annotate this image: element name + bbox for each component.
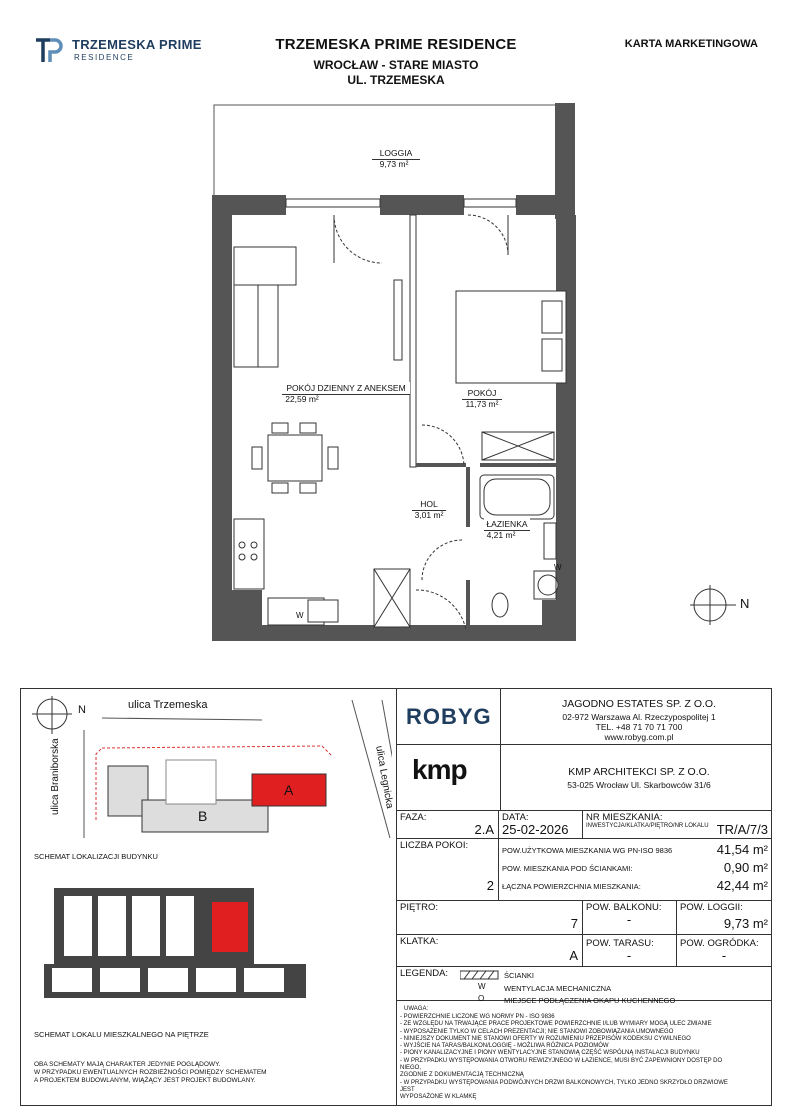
wall-hatch-icon — [460, 970, 500, 980]
site-compass-north: N — [78, 704, 86, 716]
building-a-label: A — [284, 782, 294, 798]
card-type-label: KARTA MARKETINGOWA — [624, 38, 758, 50]
disclaimer-3: A PROJEKTEM BUDOWLANYM, WIĄŻĄCY JEST PROJEKT BUDOWLANY. — [34, 1077, 256, 1084]
room-bathroom-label: ŁAZIENKA — [484, 518, 530, 531]
rooms-value: 2 — [486, 878, 494, 893]
staircase-label: KLATKA: — [400, 936, 439, 947]
phase-value: 2.A — [474, 822, 494, 837]
disclaimer-2: W PRZYPADKU EWENTUALNYCH ROZBIEŻNOŚCI POMIĘDZY SCHEMATEM — [34, 1069, 267, 1076]
balcony-value: - — [626, 912, 632, 927]
room-loggia-label: LOGGIA — [372, 147, 420, 160]
architect-name: KMP ARCHITEKCI SP. Z O.O. — [568, 766, 710, 778]
building-b-label: B — [198, 808, 208, 824]
rooms-label: LICZBA POKOI: — [400, 840, 469, 851]
page-subtitle-city: WROCŁAW - STARE MIASTO — [313, 58, 479, 72]
legend-vent: WENTYLACJA MECHANICZNA — [504, 984, 612, 993]
note-item: - WYJŚCIE NA TARAS/BALKON/LOGGIĘ - MOŻLIWA RÓŻNICA POZIOMÓW — [400, 1043, 609, 1050]
terrace-label: POW. TARASU: — [586, 938, 654, 949]
kitchen-vent-mark: W — [296, 611, 304, 620]
floor-plan — [150, 95, 590, 655]
legend-hood: MIEJSCE PODŁĄCZENIA OKAPU KUCHENNEGO — [504, 996, 676, 1005]
street-braniborska: ulica Braniborska — [50, 738, 61, 815]
brand-subtitle: RESIDENCE — [74, 53, 135, 62]
unit-sublabel: INWESTYCJA/KLATKA/PIĘTRO/NR LOKALU — [586, 823, 709, 829]
note-item: ZGODNIE Z DOKUMENTACJĄ TECHNICZNĄ — [400, 1072, 524, 1079]
room-living-area: 22,59 m² — [285, 394, 319, 404]
compass-icon — [688, 580, 748, 630]
architect-address: 53-025 Wrocław Ul. Skarbowców 31/6 — [567, 780, 711, 790]
info-table — [396, 688, 772, 1106]
bath-vent-mark: W — [554, 563, 562, 572]
room-hall-area: 3,01 m² — [414, 510, 444, 520]
total-area-label: ŁĄCZNA POWIERZCHNIA MIESZKANIA: — [502, 882, 641, 891]
note-item: - POWIERZCHNIE LICZONE WG NORMY PN - ISO 9836 — [400, 1014, 555, 1020]
note-item: - W PRZYPADKU WYSTĘPOWANIA PODWÓJNYCH DRZWI BALKONOWYCH, TYLKO JEDNO SKRZYDŁO DRZWIOWE JEST — [400, 1079, 728, 1093]
note-item: - PIONY KANALIZACYJNE I PIONY WENTYLACYJNE STANOWIĄ CZĘŚĆ WSPÓLNĄ INSTALACJI BUDYNKU — [400, 1050, 700, 1057]
caption-floor: SCHEMAT LOKALU MIESZKALNEGO NA PIĘTRZE — [34, 1030, 209, 1039]
unit-value: TR/A/7/3 — [716, 822, 768, 837]
legend-hood-mark: O — [478, 994, 485, 1003]
phase-label: FAZA: — [400, 812, 427, 823]
compass-north-label: N — [740, 596, 750, 611]
loggia-label: POW. LOGGII: — [680, 902, 743, 913]
floor-value: 7 — [570, 916, 578, 931]
note-item: - ZE WZGLĘDU NA TRWAJĄCE PRACE PROJEKTOWE POWIERZCHNIE I/LUB WYMIARY MOGĄ ULEC ZMIANIE — [400, 1021, 712, 1028]
page-subtitle-street: UL. TRZEMESKA — [347, 73, 445, 87]
legend-walls: ŚCIANKI — [504, 971, 535, 980]
terrace-value: - — [626, 948, 632, 963]
site-location-map — [22, 690, 396, 840]
notes-title: UWAGA: — [404, 1006, 429, 1012]
floor-schematic — [44, 888, 306, 1006]
balcony-label: POW. BALKONU: — [586, 902, 662, 913]
garden-label: POW. OGRÓDKA: — [680, 938, 759, 949]
note-item: - NINIEJSZY DOKUMENT NIE STANOWI OFERTY W ROZUMIENIU PRZEPISÓW KODEKSU CYWILNEGO — [400, 1035, 691, 1042]
note-item: - WYPOSAŻENIE TYLKO W CELACH PREZENTACJI; NIE STANOWI ZOBOWIĄZANIA UMOWNEGO — [400, 1028, 674, 1035]
date-value: 25-02-2026 — [502, 822, 569, 837]
caption-location: SCHEMAT LOKALIZACJI BUDYNKU — [34, 852, 158, 861]
usable-area-value: 41,54 m² — [716, 842, 768, 857]
usable-area-label: POW.UŻYTKOWA MIESZKANIA WG PN-ISO 9836 — [502, 846, 673, 855]
loggia-value: 9,73 m² — [723, 916, 768, 931]
disclaimer-1: OBA SCHEMATY MAJĄ CHARAKTER JEDYNIE POGLĄDOWY. — [34, 1061, 221, 1068]
developer-address: 02-972 Warszawa Al. Rzeczypospolitej 1 — [562, 712, 716, 722]
developer-web: www.robyg.com.pl — [604, 732, 674, 742]
total-area-value: 42,44 m² — [716, 878, 768, 893]
under-walls-value: 0,90 m² — [723, 860, 768, 875]
legend-vent-mark: W — [478, 982, 486, 991]
architect-logo: kmp — [412, 754, 467, 785]
room-hall-label: HOL — [412, 498, 446, 511]
floor-label: PIĘTRO: — [400, 902, 439, 913]
note-item: - W PRZYPADKU WYSTĘPOWANIA OTWORU REWIZYJNEGO W ŁAZIENCE, MUSI BYĆ ZAPEWNIONY DOSTĘP DO NIEGO, — [400, 1057, 723, 1072]
room-loggia-area: 9,73 m² — [379, 159, 409, 169]
notes-list — [400, 1014, 740, 1102]
room-bedroom-area: 11,73 m² — [465, 399, 499, 409]
note-item: WYPOSAŻONE W KLAMKĘ — [400, 1094, 477, 1101]
under-walls-label: POW. MIESZKANIA POD ŚCIANKAMI: — [502, 864, 633, 873]
legend-title: LEGENDA: — [400, 968, 449, 979]
street-legnicka: ulica Legnicka — [373, 745, 396, 810]
floor-plan-drawing — [150, 95, 590, 655]
developer-logo: ROBYG — [406, 704, 492, 729]
garden-value: - — [721, 948, 727, 963]
developer-phone: TEL. +48 71 70 71 700 — [595, 722, 683, 732]
room-bathroom-area: 4,21 m² — [486, 530, 516, 540]
brand-name: TRZEMESKA PRIME — [72, 37, 202, 52]
unit-label: NR MIESZKANIA: — [586, 812, 663, 823]
room-bedroom-label: POKÓJ — [462, 387, 502, 400]
date-label: DATA: — [502, 812, 529, 823]
room-living-label: POKÓJ DZIENNY Z ANEKSEM — [282, 382, 410, 395]
developer-name: JAGODNO ESTATES SP. Z O.O. — [561, 698, 717, 710]
staircase-value: A — [569, 948, 578, 963]
floor-schematic-drawing — [44, 888, 306, 1006]
page-title: TRZEMESKA PRIME RESIDENCE — [275, 36, 517, 53]
plan-compass — [688, 580, 748, 630]
street-trzemeska: ulica Trzemeska — [128, 699, 208, 711]
